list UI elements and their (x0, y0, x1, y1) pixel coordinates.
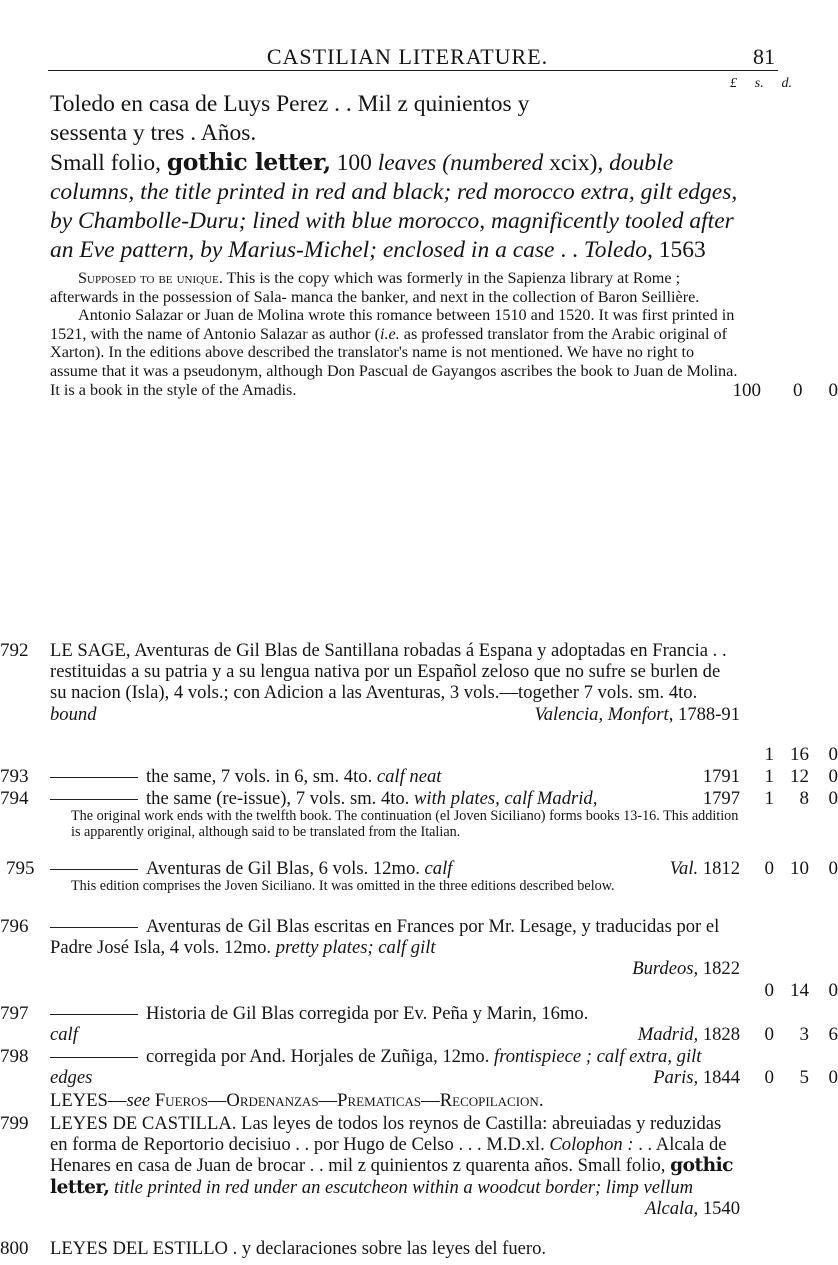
entry-description: Small folio, gothic letter, 100 leaves (numbered xcix), double columns, the title printed in red and black; red morocco extra, gilt edges, by Chambolle-Duru; lined with blue morocco, magnificently tooled after an Eve pattern, by Marius-Michel; enclosed in a case . . Toledo, 1563 (50, 148, 738, 263)
entry-text: the same (re-issue), 7 vols. sm. 4to. with plates, calf Madrid, 1797 (50, 788, 740, 809)
entry-799 (0, 1113, 740, 1219)
price: 0 5 0 (764, 1067, 838, 1088)
header-rule (48, 70, 778, 71)
entry-toledo (50, 90, 838, 401)
price: 1 16 0 (764, 744, 838, 765)
price: 100 0 0 (732, 380, 838, 401)
price: 0 14 0 (764, 980, 838, 1001)
page-number: 81 (753, 44, 775, 69)
entry-number: 800 (0, 1238, 29, 1259)
entry-number: 798 (0, 1046, 29, 1067)
shillings-label: s. (754, 76, 764, 91)
price: 0 3 6 (764, 1024, 838, 1045)
entry-text: LEYES DEL ESTILLO . y declaraciones sobre las leyes del fuero. (50, 1238, 547, 1259)
entry-text: the same, 7 vols. in 6, sm. 4to. calf neat 1791 (50, 766, 740, 787)
entry-note: The original work ends with the twelfth book. The continuation (el Joven Siciliano) forms books 13-16. This addition is apparently original, although said to be translated from the Italian. (71, 808, 739, 840)
page-title: CASTILIAN LITERATURE. (266, 44, 549, 69)
entry-793 (0, 766, 838, 787)
entry-note-2: Antonio Salazar or Juan de Molina wrote this romance between 1510 and 1520. It was first printed in 1521, with the name of Antonio Salazar as author (i.e. as professed translator from the Arabic original of Xarton). In the editions above described the translator's name is not mentioned. We have no right to assume that it was a pseudonym, although Don Pascual de Gayangos ascribes the book to Juan de Molina. It is a book in the style of the Amadis. (50, 306, 738, 399)
gothic-letter: gothic letter, (50, 1155, 734, 1198)
entry-text: LEYES DE CASTILLA. Las leyes de todos los reynos de Castilla: abreuiadas y reduzidas en forma de Reportorio decisiuo . . por Hugo de Celso . . . M.D.xl. Colophon : . . Alcala de Henares en casa de Juan de brocar . . mil z quinientos z quarenta años. Small folio, gothic letter, title printed in red under an escutcheon within a woodcut border; limp vellum Alcala, 1540 (50, 1113, 740, 1219)
entry-number: 794 (0, 788, 29, 809)
entry-number: 793 (0, 766, 29, 787)
entry-number: 792 (0, 640, 29, 661)
entry-794 (0, 788, 838, 840)
entry-797 (0, 1003, 838, 1046)
entry-imprint: Toledo en casa de Luys Perez . . Mil z quinientos y sessenta y tres . Años. (50, 91, 530, 146)
entry-798 (0, 1046, 838, 1089)
price: 1 12 0 (764, 766, 838, 787)
entry-number: 797 (0, 1003, 29, 1024)
entry-number: 795 (6, 858, 35, 879)
gothic-letter: gothic letter, (166, 148, 331, 176)
price: 0 10 0 (764, 858, 838, 879)
entry-792 (0, 640, 838, 765)
entry-text: LE SAGE, Aventuras de Gil Blas de Santillana robadas á Espana y adoptadas en Francia . . restituidas a su patria y a su lengua nativa por un Español zeloso que no sufre se burlen de su nacion (Isla), 4 vols.; con Adicion a las Aventuras, 3 vols.—together 7 vols. sm. 4to. bound Valencia, Monfort, 1788-91 (50, 640, 740, 725)
entry-796 (0, 916, 838, 1001)
price: 1 8 0 (764, 788, 838, 809)
entry-number: 796 (0, 916, 29, 937)
entry-795 (6, 858, 838, 895)
entry-text: Aventuras de Gil Blas, 6 vols. 12mo. calf Val. 1812 (50, 858, 740, 879)
entry-number: 799 (0, 1113, 29, 1134)
entry-note: Supposed to be unique. This is the copy which was formerly in the Sapienza library at Rome ; afterwards in the possession of Sala- manca the banker, and next in the collection of Baron Seillière. (50, 269, 700, 306)
pence-label: d. (781, 76, 792, 91)
entry-note: This edition comprises the Joven Siciliano. It was omitted in the three editions described below. (71, 878, 615, 895)
entry-text: Aventuras de Gil Blas escritas en Frances por Mr. Lesage, y traducidas por el Padre José Isla, 4 vols. 12mo. pretty plates; calf gilt Burdeos, 1822 (50, 916, 740, 980)
cross-reference: LEYES—see Fueros—Ordenanzas—Prematicas—Recopilacion. (50, 1090, 544, 1111)
pounds-label: £ (730, 76, 737, 91)
entry-800 (0, 1238, 740, 1259)
entry-text: corregida por And. Horjales de Zuñiga, 12mo. frontispiece ; calf extra, gilt edges Paris, 1844 (50, 1046, 740, 1089)
entry-text: Historia de Gil Blas corregida por Ev. Peña y Marin, 16mo. calf Madrid, 1828 (50, 1003, 740, 1046)
